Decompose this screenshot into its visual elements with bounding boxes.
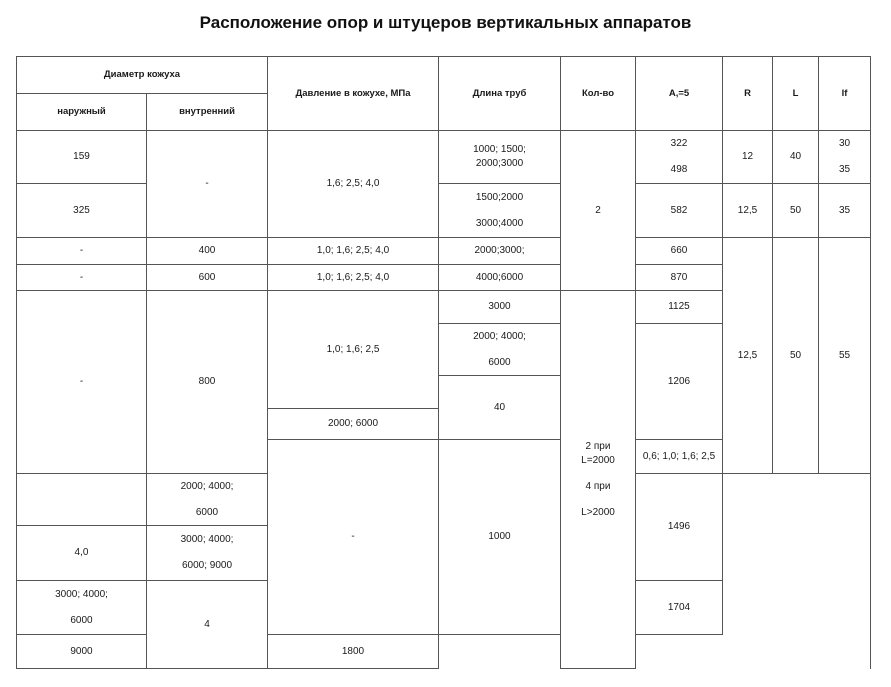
cell-a: 1704	[636, 581, 723, 635]
cell-outer: -	[17, 265, 147, 291]
supports-table	[16, 56, 871, 669]
cell-a: 1496	[636, 474, 723, 581]
cell-a: 582	[636, 184, 723, 238]
header-row-1	[17, 57, 871, 94]
header-l: L	[773, 57, 819, 131]
cell-inner: 800	[147, 291, 268, 474]
cell-a: 1206	[636, 324, 723, 440]
cell-a-line: 498	[670, 164, 688, 175]
cell-lf: 55	[819, 238, 871, 474]
cell-quantity: 4	[147, 581, 268, 669]
header-r: R	[723, 57, 773, 131]
cell-length-line: 3000; 4000;	[180, 534, 234, 545]
cell-a: 660	[636, 238, 723, 265]
cell-length	[439, 184, 561, 238]
cell-outer: -	[17, 238, 147, 265]
cell-length-line: 1000; 1500;	[473, 144, 526, 155]
cell-length-line: 2000; 4000;	[473, 330, 526, 342]
cell-r: 12,5	[723, 184, 773, 238]
cell-inner: 1000	[439, 440, 561, 635]
cell-quantity-line: 2 при	[585, 440, 611, 452]
cell-length: 4000;6000	[439, 265, 561, 291]
cell-r: 12	[723, 131, 773, 184]
cell-length-line: 6000	[70, 614, 93, 626]
cell-outer: -	[17, 291, 147, 474]
header-pressure: Давление в кожухе, МПа	[268, 57, 439, 131]
cell-a: 870	[636, 265, 723, 291]
cell-lf-line: 35	[838, 164, 851, 175]
cell-a: 1800	[268, 635, 439, 669]
cell-pressure: 0,6; 1,0; 1,6; 2,5	[636, 440, 723, 474]
cell-length	[439, 131, 561, 184]
cell-length: 2000; 6000	[268, 409, 439, 440]
cell-length-line: 6000	[195, 506, 219, 518]
cell-length: 3000	[439, 291, 561, 324]
cell-l: 50	[773, 184, 819, 238]
cell-pressure: 1,6; 2,5; 4,0	[268, 131, 439, 238]
cell-outer: 325	[17, 184, 147, 238]
cell-pressure: 40	[439, 376, 561, 440]
header-quantity: Кол-во	[561, 57, 636, 131]
page-title: Расположение опор и штуцеров вертикальных аппаратов	[199, 13, 692, 32]
cell-quantity-line: L>2000	[581, 506, 615, 518]
cell-inner: 600	[147, 265, 268, 291]
header-tube-length: Длина труб	[439, 57, 561, 131]
cell-r: 12,5	[723, 238, 773, 474]
table-row	[17, 131, 871, 184]
cell-quantity: 2	[561, 131, 636, 291]
cell-pressure: 1,0; 1,6; 2,5	[268, 291, 439, 409]
cell-length-line: 6000; 9000	[181, 560, 233, 571]
header-outer: наружный	[17, 94, 147, 131]
cell-length-line: 2000; 4000;	[180, 480, 234, 492]
header-inner: внутренний	[147, 94, 268, 131]
cell-quantity	[561, 291, 636, 669]
cell-inner: -	[147, 131, 268, 238]
cell-length-line: 3000;4000	[475, 217, 524, 229]
cell-length-line: 6000	[488, 356, 511, 368]
cell-length-line: 2000;3000	[475, 158, 524, 169]
cell-pressure: 1,0; 1,6; 2,5; 4,0	[268, 265, 439, 291]
cell-l: 50	[773, 238, 819, 474]
table-row	[17, 184, 871, 238]
cell-a: 1125	[636, 291, 723, 324]
header-lf: lf	[819, 57, 871, 131]
cell-quantity-line: 4 при	[585, 480, 611, 492]
table-row	[17, 635, 871, 669]
cell-lf-line: 30	[838, 138, 851, 149]
cell-pressure: 4,0	[17, 526, 147, 581]
cell-outer: 159	[17, 131, 147, 184]
cell-length-line: 1500;2000	[475, 191, 524, 203]
cell-lf: 35	[819, 184, 871, 238]
cell-length	[17, 581, 147, 635]
cell-quantity-line: L=2000	[581, 454, 615, 466]
table-row	[17, 238, 871, 265]
cell-outer: -	[268, 440, 439, 635]
cell-length	[439, 324, 561, 376]
cell-length	[147, 526, 268, 581]
header-a: A,=5	[636, 57, 723, 131]
cell-a-line: 322	[670, 138, 688, 149]
cell-lf	[819, 131, 871, 184]
cell-inner: 400	[147, 238, 268, 265]
cell-length: 9000	[17, 635, 147, 669]
cell-a	[636, 131, 723, 184]
cell-length	[147, 474, 268, 526]
cell-length-line: 3000; 4000;	[55, 588, 108, 600]
cell-pressure: 1,0; 1,6; 2,5; 4,0	[268, 238, 439, 265]
cell-length: 2000;3000;	[439, 238, 561, 265]
header-shell-diameter: Диаметр кожуха	[17, 57, 268, 94]
cell-l: 40	[773, 131, 819, 184]
cell-pressure	[17, 474, 147, 526]
